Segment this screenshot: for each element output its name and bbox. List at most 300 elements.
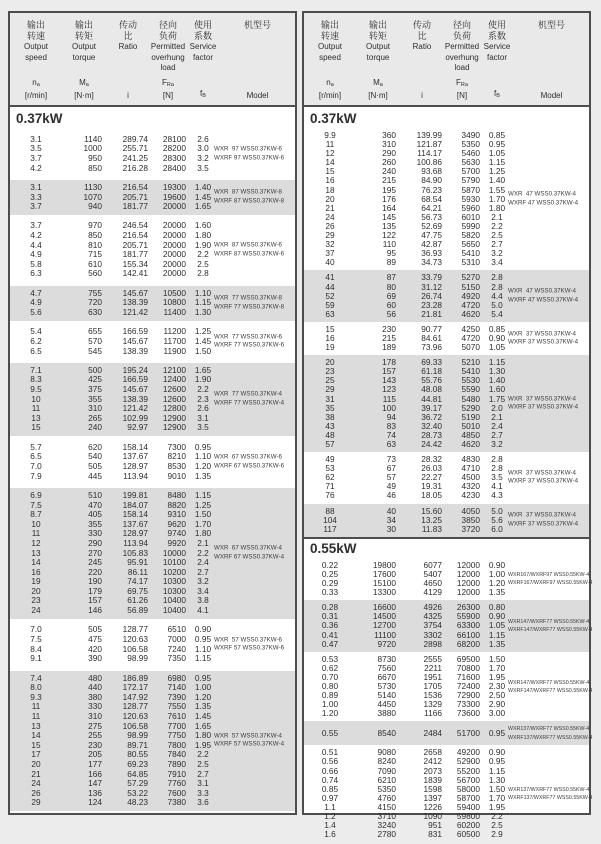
cell-ratio: 2898 bbox=[423, 638, 442, 649]
cell-service-factor: 1.40 bbox=[488, 375, 506, 386]
cell-output-speed: 37 bbox=[325, 248, 335, 259]
model-line: WXR 77 WSS0.37KW-4 bbox=[214, 390, 282, 398]
cell-overhung-load: 11700 bbox=[163, 335, 186, 346]
cell-output-speed: 31 bbox=[325, 393, 335, 404]
cell-overhung-load: 72900 bbox=[456, 690, 480, 701]
cell-service-factor: 1.05 bbox=[488, 342, 506, 353]
cell-service-factor: 2.1 bbox=[197, 537, 209, 548]
cell-overhung-load: 7000 bbox=[167, 634, 186, 645]
cell-output-torque: 4760 bbox=[377, 792, 396, 803]
column-header-output-torque bbox=[62, 20, 106, 105]
cell-output-torque: 56 bbox=[386, 308, 396, 319]
spec-block bbox=[304, 600, 593, 651]
cell-output-speed: 63 bbox=[325, 308, 335, 319]
cell-output-speed: 0.70 bbox=[321, 671, 339, 682]
cell-output-torque: 1070 bbox=[83, 191, 102, 202]
cell-output-speed: 53 bbox=[325, 463, 335, 474]
header-en-line: Model bbox=[540, 90, 563, 100]
cell-output-speed: 0.55 bbox=[321, 727, 339, 738]
model-label bbox=[508, 786, 592, 802]
model-label bbox=[508, 678, 592, 694]
cell-output-torque: 230 bbox=[382, 323, 396, 334]
cell-output-torque: 157 bbox=[382, 366, 396, 377]
cell-service-factor: 2.7 bbox=[197, 768, 209, 779]
cell-ratio: 120.63 bbox=[122, 634, 148, 645]
cell-overhung-load: 55900 bbox=[456, 611, 480, 622]
cell-output-speed: 71 bbox=[325, 481, 335, 492]
cell-overhung-load: 5790 bbox=[461, 175, 480, 186]
cell-service-factor: 4.1 bbox=[197, 605, 209, 616]
header-symbol-area bbox=[421, 91, 423, 102]
cell-service-factor: 1.30 bbox=[194, 306, 212, 317]
cell-overhung-load: 5210 bbox=[461, 357, 480, 368]
cell-service-factor: 3.5 bbox=[197, 422, 209, 433]
cell-overhung-load: 26300 bbox=[456, 602, 480, 613]
cell-ratio: 4926 bbox=[423, 602, 442, 613]
table-row bbox=[304, 776, 589, 785]
cell-service-factor: 2.7 bbox=[197, 566, 209, 577]
cell-output-torque: 177 bbox=[88, 758, 102, 769]
cell-output-speed: 10 bbox=[31, 518, 41, 529]
cell-output-torque: 310 bbox=[382, 139, 396, 150]
cell-output-torque: 970 bbox=[88, 220, 102, 231]
table-row bbox=[10, 779, 295, 789]
cell-output-torque: 195 bbox=[382, 184, 396, 195]
model-line: WXRF 87 WSS0.37KW-6 bbox=[214, 250, 285, 258]
cell-overhung-load: 60500 bbox=[456, 829, 480, 840]
cell-ratio: 1536 bbox=[423, 690, 442, 701]
cell-service-factor: 3.1 bbox=[197, 778, 209, 789]
cell-ratio: 84.90 bbox=[421, 175, 442, 186]
cell-ratio: 138.39 bbox=[122, 297, 148, 308]
cell-overhung-load: 9310 bbox=[167, 509, 186, 520]
spec-block bbox=[10, 488, 295, 619]
table-row bbox=[10, 702, 295, 712]
cell-ratio: 1090 bbox=[423, 811, 442, 821]
table-row bbox=[304, 767, 589, 776]
cell-output-torque: 115 bbox=[382, 393, 396, 404]
header-zh-line: 径向 bbox=[158, 20, 177, 30]
table-row bbox=[10, 760, 295, 770]
cell-output-torque: 545 bbox=[88, 345, 102, 356]
cell-output-torque: 240 bbox=[88, 422, 102, 433]
header-en-line: overhung bbox=[151, 52, 185, 62]
cell-output-speed: 48 bbox=[325, 429, 335, 440]
table-row bbox=[304, 176, 589, 185]
cell-output-torque: 355 bbox=[88, 393, 102, 404]
cell-output-speed: 7.0 bbox=[30, 624, 42, 635]
spec-block bbox=[304, 322, 589, 355]
cell-output-speed: 14 bbox=[31, 730, 41, 741]
column-header-ratio bbox=[400, 20, 444, 105]
cell-service-factor: 1.50 bbox=[488, 653, 506, 664]
cell-output-speed: 6.9 bbox=[30, 489, 42, 500]
table-row bbox=[10, 491, 295, 501]
cell-ratio: 184.07 bbox=[122, 499, 148, 510]
header-en-line: Permitted bbox=[150, 42, 186, 51]
cell-ratio: 2073 bbox=[423, 765, 442, 776]
cell-ratio: 55.76 bbox=[421, 375, 442, 386]
cell-overhung-load: 7300 bbox=[167, 441, 186, 452]
spec-block bbox=[10, 440, 295, 484]
header-symbol-area bbox=[200, 89, 206, 102]
cell-output-speed: 88 bbox=[325, 505, 335, 516]
cell-ratio: 95.91 bbox=[127, 557, 148, 568]
cell-output-torque: 17600 bbox=[372, 568, 396, 579]
cell-ratio: 166.59 bbox=[122, 326, 148, 337]
table-row bbox=[304, 149, 589, 158]
cell-ratio: 205.71 bbox=[122, 191, 148, 202]
table-row bbox=[304, 358, 589, 367]
cell-output-torque: 355 bbox=[88, 518, 102, 529]
symbol-label: $F_{Ra}$ bbox=[162, 78, 174, 88]
table-row bbox=[304, 830, 589, 839]
cell-ratio: 74.17 bbox=[127, 576, 148, 587]
header-zh-line: 使用 bbox=[193, 20, 212, 30]
cell-overhung-load: 28400 bbox=[162, 162, 186, 173]
cell-service-factor: 2.2 bbox=[197, 249, 209, 260]
cell-overhung-load: 8480 bbox=[167, 489, 186, 500]
cell-ratio: 48.08 bbox=[421, 384, 442, 395]
cell-output-speed: 9.5 bbox=[30, 384, 42, 395]
cell-output-speed: 12 bbox=[31, 537, 41, 548]
cell-service-factor: 1.60 bbox=[488, 384, 506, 395]
cell-service-factor: 0.90 bbox=[488, 611, 506, 622]
table-row bbox=[10, 375, 295, 385]
cell-output-torque: 74 bbox=[386, 429, 396, 440]
header-zh-line: 系数 bbox=[193, 31, 212, 41]
table-row bbox=[10, 221, 295, 231]
cell-service-factor: 1.45 bbox=[194, 710, 212, 721]
cell-service-factor: 1.10 bbox=[194, 287, 212, 298]
model-line: WXRF137/WXRF77 WSS0.55KW-4 bbox=[508, 734, 593, 741]
table-row bbox=[10, 472, 295, 482]
cell-overhung-load: 58000 bbox=[456, 783, 480, 794]
cell-ratio: 56.73 bbox=[421, 211, 442, 222]
spec-block bbox=[304, 558, 593, 600]
cell-ratio: 28.73 bbox=[421, 429, 442, 440]
header-zh-line: 转矩 bbox=[74, 31, 93, 41]
cell-ratio: 86.11 bbox=[127, 566, 148, 577]
cell-service-factor: 1.65 bbox=[194, 201, 212, 212]
model-line: WXR 87 WSS0.37KW-8 bbox=[214, 188, 282, 196]
cell-output-speed: 11 bbox=[31, 528, 41, 539]
table-row bbox=[304, 231, 589, 240]
cell-output-speed: 8.0 bbox=[30, 682, 42, 693]
cell-ratio: 48.23 bbox=[127, 797, 148, 808]
cell-overhung-load: 6510 bbox=[167, 624, 186, 635]
spec-block bbox=[304, 652, 593, 722]
model-label bbox=[508, 288, 578, 305]
cell-overhung-load: 52900 bbox=[456, 756, 480, 767]
spec-block bbox=[10, 363, 295, 436]
cell-overhung-load: 28300 bbox=[162, 152, 186, 163]
cell-overhung-load: 12900 bbox=[162, 412, 186, 423]
table-row bbox=[10, 798, 295, 808]
spec-block bbox=[10, 622, 295, 666]
cell-service-factor: 2.2 bbox=[197, 547, 209, 558]
cell-overhung-load: 12400 bbox=[162, 374, 186, 385]
cell-service-factor: 5.6 bbox=[491, 514, 503, 525]
cell-service-factor: 1.45 bbox=[194, 191, 212, 202]
table-row bbox=[10, 231, 295, 241]
cell-ratio: 195.24 bbox=[122, 364, 148, 375]
cell-output-torque: 310 bbox=[88, 710, 102, 721]
cell-service-factor: 2.9 bbox=[491, 829, 503, 840]
cell-output-speed: 12 bbox=[325, 148, 335, 159]
cell-service-factor: 2.8 bbox=[491, 281, 503, 292]
model-line: WXR 37 WSS0.37KW-4 bbox=[508, 469, 576, 477]
cell-output-torque: 330 bbox=[88, 701, 102, 712]
cell-output-speed: 3.3 bbox=[30, 191, 42, 202]
cell-ratio: 1166 bbox=[424, 708, 442, 719]
cell-output-speed: 16 bbox=[31, 566, 41, 577]
cell-service-factor: 2.2 bbox=[491, 811, 503, 821]
cell-service-factor: 1.80 bbox=[194, 230, 212, 241]
cell-ratio: 1951 bbox=[423, 671, 442, 682]
cell-output-speed: 3.1 bbox=[30, 181, 42, 192]
cell-service-factor: 1.45 bbox=[194, 335, 212, 346]
cell-service-factor: 2.50 bbox=[488, 690, 506, 701]
model-line: WXR 77 WSS0.37KW-6 bbox=[214, 333, 282, 341]
cell-output-speed: 0.22 bbox=[321, 559, 339, 570]
cell-ratio: 106.58 bbox=[122, 643, 148, 654]
cell-output-speed: 0.89 bbox=[321, 690, 339, 701]
cell-ratio: 57.29 bbox=[127, 778, 148, 789]
header-zh-line: 传动 bbox=[412, 20, 431, 30]
unit-label: [N] bbox=[456, 90, 468, 100]
cell-output-speed: 17 bbox=[31, 749, 41, 760]
table-row bbox=[304, 273, 589, 282]
header-en-line: Ratio bbox=[118, 42, 138, 51]
model-label bbox=[214, 333, 284, 350]
cell-output-speed: 11 bbox=[325, 139, 335, 150]
cell-ratio: 1226 bbox=[423, 801, 442, 812]
table-row bbox=[10, 501, 295, 511]
model-line: WXRF 57 WSS0.37KW-4 bbox=[214, 740, 285, 748]
model-label bbox=[508, 571, 592, 587]
cell-output-torque: 30 bbox=[386, 523, 396, 534]
header-zh-line: 比 bbox=[417, 31, 427, 41]
cell-output-torque: 215 bbox=[382, 332, 396, 343]
table-row bbox=[10, 693, 295, 703]
model-line: WXRF 37 WSS0.37KW-4 bbox=[508, 338, 579, 346]
cell-ratio: 166.59 bbox=[122, 374, 148, 385]
cell-service-factor: 1.15 bbox=[194, 653, 212, 664]
header-en-line: Output bbox=[23, 42, 48, 51]
header-zh-line: 机型号 bbox=[243, 20, 271, 30]
table-row bbox=[304, 709, 589, 718]
cell-ratio: 34.73 bbox=[421, 257, 442, 268]
cell-output-speed: 76 bbox=[325, 490, 335, 501]
cell-service-factor: 1.40 bbox=[194, 181, 212, 192]
cell-overhung-load: 5590 bbox=[461, 384, 480, 395]
cell-output-speed: 0.51 bbox=[321, 747, 339, 758]
table-row bbox=[304, 588, 589, 597]
spec-block bbox=[304, 745, 593, 842]
model-line: WXR147/WXRF77 WSS0.55KW-4 bbox=[508, 679, 590, 686]
cell-output-speed: 9.9 bbox=[324, 130, 336, 140]
cell-output-speed: 20 bbox=[31, 585, 41, 596]
cell-ratio: 128.77 bbox=[122, 624, 148, 635]
header-zh-line: 转矩 bbox=[368, 31, 387, 41]
cell-overhung-load: 3720 bbox=[461, 523, 480, 534]
cell-overhung-load: 9010 bbox=[167, 470, 186, 481]
cell-service-factor: 3.00 bbox=[488, 708, 506, 719]
section-label: 0.37kW bbox=[16, 111, 63, 126]
spec-block bbox=[10, 286, 295, 321]
cell-overhung-load: 7240 bbox=[167, 643, 186, 654]
table-row bbox=[304, 310, 589, 319]
cell-output-speed: 15 bbox=[325, 323, 335, 334]
section-label: 0.37kW bbox=[310, 111, 357, 126]
cell-output-torque: 475 bbox=[88, 634, 102, 645]
cell-output-torque: 11100 bbox=[374, 629, 396, 640]
cell-service-factor: 1.55 bbox=[488, 184, 506, 195]
cell-output-torque: 950 bbox=[88, 152, 102, 163]
cell-output-speed: 19 bbox=[325, 342, 335, 353]
cell-overhung-load: 12000 bbox=[456, 578, 480, 589]
table-row bbox=[304, 249, 589, 258]
cell-overhung-load: 8820 bbox=[167, 499, 186, 510]
cell-output-torque: 510 bbox=[88, 489, 102, 500]
header-symbol-area bbox=[319, 78, 341, 101]
cell-output-torque: 94 bbox=[386, 411, 396, 422]
cell-output-torque: 290 bbox=[88, 537, 102, 548]
cell-service-factor: 2.0 bbox=[491, 402, 503, 413]
model-label bbox=[508, 469, 578, 486]
table-row bbox=[304, 655, 589, 664]
cell-output-torque: 630 bbox=[88, 306, 102, 317]
cell-overhung-load: 10200 bbox=[162, 566, 186, 577]
cell-output-speed: 0.41 bbox=[321, 629, 339, 640]
cell-output-torque: 100 bbox=[382, 402, 396, 413]
table-row bbox=[10, 674, 295, 684]
cell-overhung-load: 28100 bbox=[162, 133, 186, 144]
cell-ratio: 42.87 bbox=[421, 239, 442, 250]
cell-overhung-load: 60200 bbox=[456, 820, 480, 831]
header-zh-line: 输出 bbox=[320, 20, 339, 30]
cell-overhung-load: 4050 bbox=[461, 505, 480, 516]
symbol-label: $M_a$ bbox=[79, 78, 89, 88]
cell-service-factor: 0.85 bbox=[488, 323, 506, 334]
header-en-line: Service bbox=[189, 42, 217, 51]
cell-overhung-load: 70800 bbox=[456, 662, 480, 673]
cell-output-speed: 49 bbox=[325, 454, 335, 465]
cell-ratio: 13.25 bbox=[421, 514, 442, 525]
cell-ratio: 2658 bbox=[423, 747, 442, 758]
cell-output-speed: 38 bbox=[325, 411, 335, 422]
cell-output-speed: 1.00 bbox=[321, 699, 339, 710]
table-row bbox=[10, 596, 295, 606]
cell-service-factor: 1.10 bbox=[194, 643, 212, 654]
unit-label: [N] bbox=[162, 90, 174, 100]
cell-output-torque: 755 bbox=[88, 287, 102, 298]
cell-output-torque: 445 bbox=[88, 470, 102, 481]
cell-output-speed: 13 bbox=[31, 547, 41, 558]
cell-output-torque: 124 bbox=[88, 797, 102, 808]
cell-service-factor: 1.95 bbox=[488, 671, 506, 682]
cell-output-speed: 21 bbox=[325, 202, 335, 213]
cell-service-factor: 0.95 bbox=[488, 756, 506, 767]
cell-output-torque: 73 bbox=[386, 454, 396, 465]
cell-overhung-load: 10400 bbox=[162, 605, 186, 616]
model-line: WXRF147/WXRF77 WSS0.55KW-4 bbox=[508, 626, 593, 633]
cell-ratio: 114.17 bbox=[417, 148, 442, 159]
model-line: WXRF 47 WSS0.37KW-4 bbox=[508, 199, 579, 207]
cell-service-factor: 3.2 bbox=[491, 439, 503, 449]
cell-overhung-load: 5530 bbox=[461, 375, 480, 386]
table-body bbox=[304, 107, 593, 844]
cell-output-torque: 470 bbox=[88, 499, 102, 510]
cell-output-torque: 240 bbox=[382, 166, 396, 177]
cell-service-factor: 0.90 bbox=[488, 332, 506, 343]
cell-ratio: 33.79 bbox=[421, 272, 442, 283]
header-zh-line: 机型号 bbox=[537, 20, 565, 30]
cell-ratio: 1705 bbox=[423, 680, 442, 691]
cell-output-speed: 0.53 bbox=[321, 653, 339, 664]
cell-overhung-load: 5150 bbox=[461, 281, 480, 292]
cell-output-speed: 13 bbox=[31, 412, 41, 423]
header-en-line: speed bbox=[25, 52, 47, 62]
cell-output-torque: 275 bbox=[88, 720, 102, 731]
cell-service-factor: 1.75 bbox=[488, 393, 506, 404]
cell-service-factor: 2.5 bbox=[491, 820, 503, 831]
cell-ratio: 93.68 bbox=[421, 166, 442, 177]
header-zh-line: 输出 bbox=[26, 20, 45, 30]
cell-output-torque: 95 bbox=[386, 248, 396, 259]
cell-ratio: 216.54 bbox=[122, 230, 148, 241]
table-row bbox=[304, 376, 589, 385]
cell-output-torque: 2780 bbox=[377, 829, 396, 840]
table-header-row bbox=[304, 13, 589, 107]
header-zh-line: 传动 bbox=[118, 20, 137, 30]
cell-output-speed: 3.7 bbox=[30, 201, 42, 212]
cell-overhung-load: 58700 bbox=[456, 792, 480, 803]
cell-output-torque: 540 bbox=[88, 451, 102, 462]
cell-ratio: 4325 bbox=[423, 611, 442, 622]
cell-output-torque: 260 bbox=[382, 157, 396, 168]
cell-service-factor: 3.5 bbox=[197, 162, 209, 173]
cell-service-factor: 1.15 bbox=[488, 157, 506, 168]
cell-output-torque: 5730 bbox=[377, 680, 396, 691]
cell-service-factor: 2.1 bbox=[491, 211, 503, 222]
header-en-line: speed bbox=[319, 52, 341, 62]
cell-output-speed: 24 bbox=[325, 211, 335, 222]
header-zh-line: 使用 bbox=[487, 20, 506, 30]
cell-ratio: 28.32 bbox=[421, 454, 442, 465]
cell-overhung-load: 6010 bbox=[461, 211, 480, 222]
symbol-label: i bbox=[421, 90, 423, 100]
cell-ratio: 2412 bbox=[423, 756, 442, 767]
cell-output-torque: 230 bbox=[88, 739, 102, 750]
header-zh-line: 系数 bbox=[487, 31, 506, 41]
table-row bbox=[304, 431, 589, 440]
cell-overhung-load: 5630 bbox=[461, 157, 480, 168]
cell-overhung-load: 20000 bbox=[162, 268, 186, 279]
cell-output-torque: 69 bbox=[386, 290, 396, 301]
table-row bbox=[10, 366, 295, 376]
cell-output-speed: 29 bbox=[325, 384, 335, 395]
cell-service-factor: 0.85 bbox=[488, 130, 506, 140]
cell-output-speed: 0.31 bbox=[321, 611, 339, 622]
cell-output-speed: 0.85 bbox=[321, 783, 339, 794]
model-line: WXR 57 WSS0.37KW-6 bbox=[214, 636, 282, 644]
cell-service-factor: 2.7 bbox=[491, 429, 503, 440]
cell-ratio: 36.72 bbox=[421, 411, 442, 422]
cell-output-torque: 6670 bbox=[377, 671, 396, 682]
column-header-service-factor bbox=[186, 20, 220, 105]
